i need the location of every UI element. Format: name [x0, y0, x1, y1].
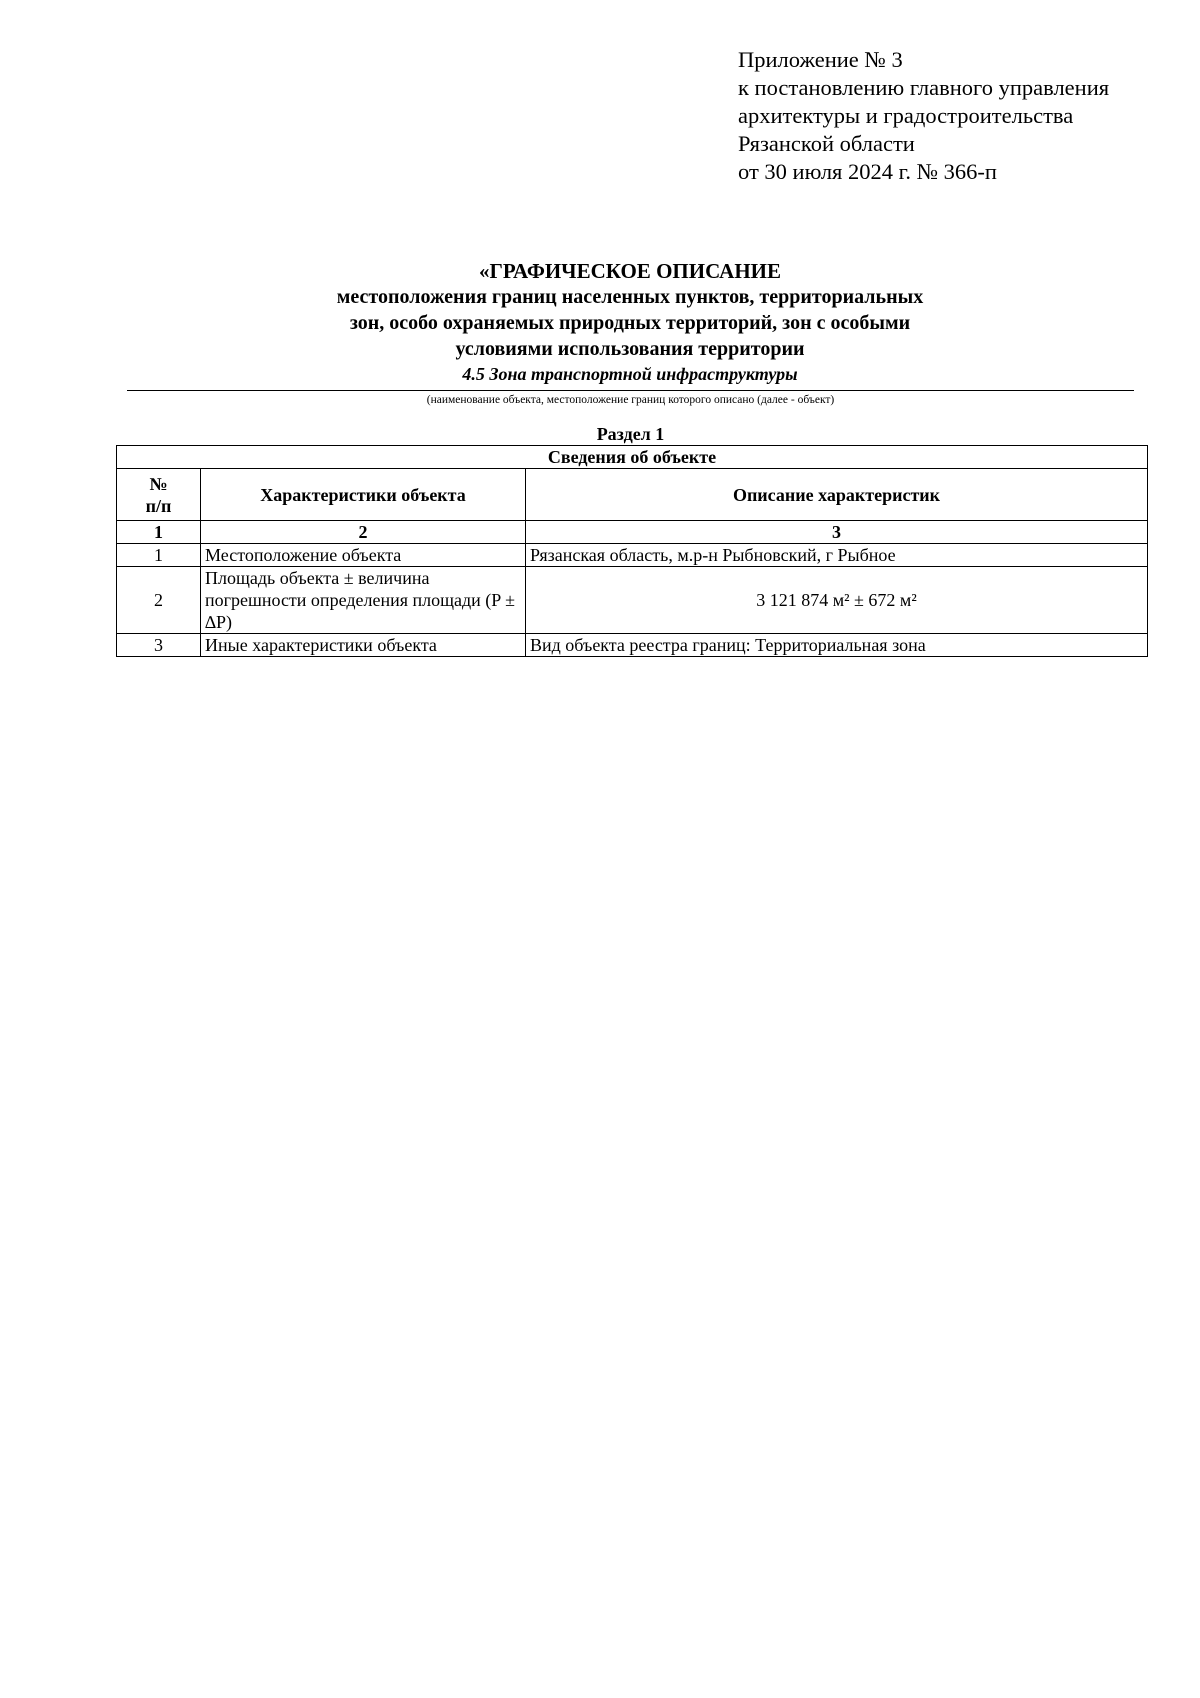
row-number: 3: [117, 634, 201, 657]
header-number: № п/п: [117, 469, 201, 521]
row-number: 1: [117, 544, 201, 567]
row-description: Вид объекта реестра границ: Территориальная зона: [526, 634, 1148, 657]
row-description: 3 121 874 м² ± 672 м²: [526, 567, 1148, 634]
appendix-line: от 30 июля 2024 г. № 366-п: [738, 159, 997, 184]
appendix-line: Рязанской области: [738, 131, 915, 156]
appendix-line: архитектуры и градостроительства: [738, 103, 1074, 128]
header-characteristic: Характеристики объекта: [201, 469, 526, 521]
underline-rule: [127, 390, 1134, 391]
appendix-header: [738, 46, 1178, 186]
column-number: 1: [117, 521, 201, 544]
title-line: «ГРАФИЧЕСКОЕ ОПИСАНИЕ: [478, 259, 782, 283]
row-characteristic: Иные характеристики объекта: [201, 634, 526, 657]
table-caption: Сведения об объекте: [117, 446, 1148, 469]
section-title: Раздел 1: [596, 424, 665, 444]
column-number: 2: [201, 521, 526, 544]
object-name: 4.5 Зона транспортной инфраструктуры: [462, 364, 798, 384]
table-row: [117, 567, 1148, 634]
row-characteristic: Площадь объекта ± величина погрешности определения площади (P ± ∆P): [201, 567, 526, 634]
title-line: зон, особо охраняемых природных территорий, зон с особыми: [349, 312, 911, 334]
appendix-line: к постановлению главного управления: [738, 75, 1110, 100]
column-number-row: [117, 521, 1148, 544]
appendix-line: Приложение № 3: [738, 47, 903, 72]
table-row: [117, 544, 1148, 567]
table-row: [117, 634, 1148, 657]
header-description: Описание характеристик: [526, 469, 1148, 521]
object-name-caption: (наименование объекта, местоположение границ которого описано (далее - объект): [426, 394, 835, 406]
document-title: [120, 258, 1140, 386]
row-characteristic: Местоположение объекта: [201, 544, 526, 567]
table-header-row: [117, 469, 1148, 521]
object-info-table: [116, 445, 1148, 657]
title-line: местоположения границ населенных пунктов, территориальных: [336, 286, 924, 308]
title-line: условиями использования территории: [455, 338, 805, 360]
column-number: 3: [526, 521, 1148, 544]
row-number: 2: [117, 567, 201, 634]
row-description: Рязанская область, м.р-н Рыбновский, г Рыбное: [526, 544, 1148, 567]
table-caption-row: [117, 446, 1148, 469]
